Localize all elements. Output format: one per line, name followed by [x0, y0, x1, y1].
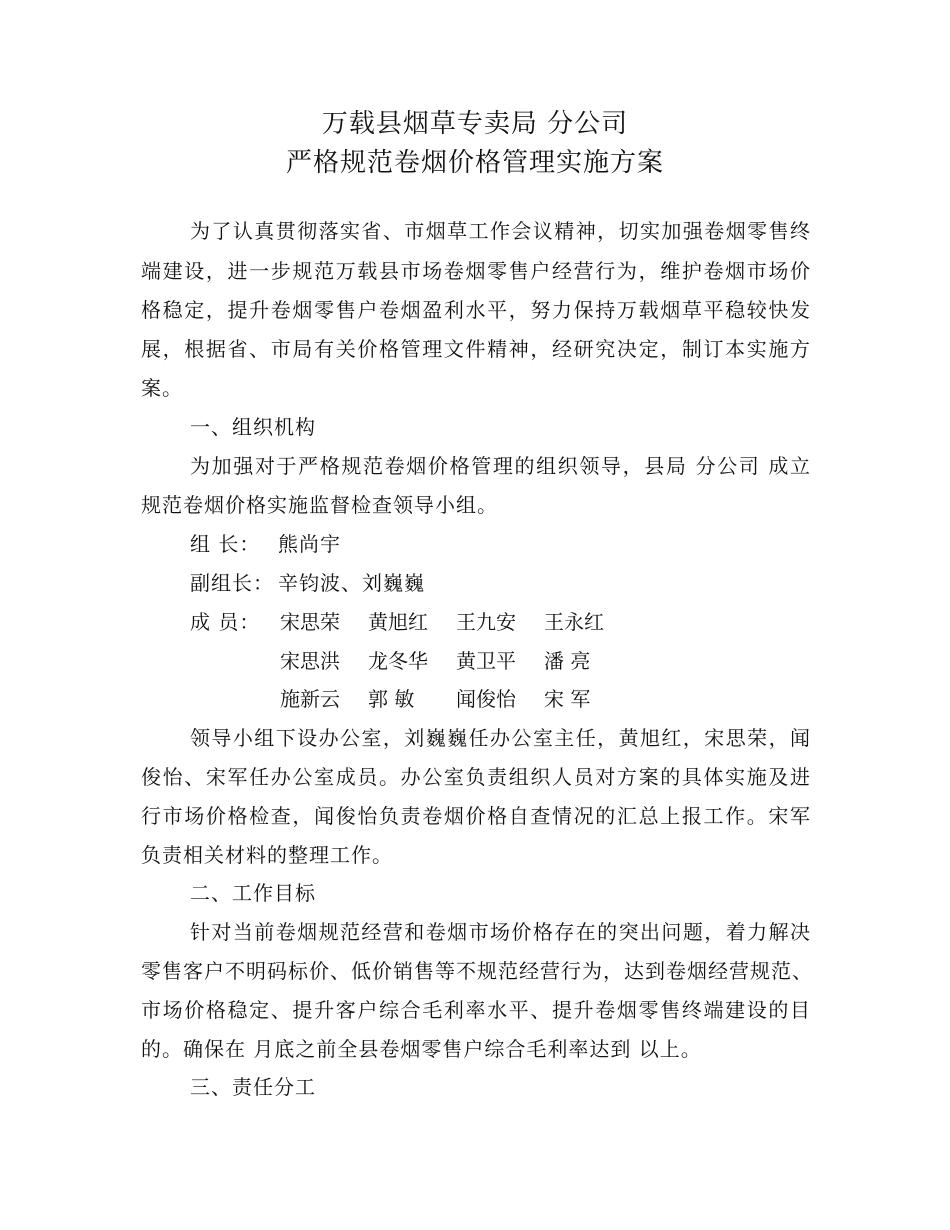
- leader-name: 熊尚宇: [278, 532, 341, 556]
- members-label: 成 员：: [190, 610, 261, 634]
- member-name: 郭 敏: [368, 687, 415, 711]
- office-line-1: 领导小组下设办公室，刘巍巍任办公室主任，黄旭红，宋思荣，闻: [190, 726, 811, 750]
- section2-para-line-2: 零售客户不明码标价、低价销售等不规范经营行为，达到卷烟经营规范、: [141, 959, 813, 983]
- section2-para-line-1: 针对当前卷烟规范经营和卷烟市场价格存在的突出问题，着力解决: [190, 920, 811, 944]
- intro-line-5: 案。: [141, 376, 183, 400]
- member-name: 黄卫平: [456, 649, 516, 673]
- document-title-line2: 严格规范卷烟价格管理实施方案: [285, 148, 664, 178]
- section2-para-line-3: 市场价格稳定、提升客户综合毛利率水平、提升卷烟零售终端建设的目: [141, 998, 811, 1022]
- intro-line-1: 为了认真贯彻落实省、市烟草工作会议精神，切实加强卷烟零售终: [190, 219, 811, 243]
- deputy-label: 副组长：: [190, 571, 274, 595]
- member-name: 施新云: [280, 687, 340, 711]
- section2-para-line-4: 的。确保在 月底之前全县卷烟零售户综合毛利率达到 以上。: [141, 1037, 702, 1061]
- member-name: 黄旭红: [368, 610, 428, 634]
- section1-heading: 一、组织机构: [190, 415, 316, 439]
- leader-label: 组 长：: [190, 532, 261, 556]
- member-name: 宋 军: [544, 687, 591, 711]
- office-line-2: 俊怡、宋军任办公室成员。办公室负责组织人员对方案的具体实施及进: [141, 765, 811, 789]
- member-name: 宋思洪: [280, 649, 340, 673]
- member-name: 潘 亮: [544, 649, 591, 673]
- member-name: 王永红: [544, 610, 604, 634]
- members-row-2: [280, 648, 632, 674]
- document-title-line1: 万载县烟草专卖局 分公司: [321, 109, 629, 139]
- members-row-1: [280, 609, 632, 635]
- section3-heading: 三、责任分工: [190, 1075, 316, 1099]
- intro-line-3: 格稳定，提升卷烟零售户卷烟盈利水平，努力保持万载烟草平稳较快发: [141, 298, 811, 322]
- section1-para-line-2: 规范卷烟价格实施监督检查领导小组。: [141, 493, 498, 517]
- deputy-names: 辛钧波、刘巍巍: [278, 571, 425, 595]
- member-name: 闻俊怡: [456, 687, 516, 711]
- member-name: 王九安: [456, 610, 516, 634]
- member-name: 龙冬华: [368, 649, 428, 673]
- office-line-4: 负责相关材料的整理工作。: [141, 843, 393, 867]
- deputy-row: [190, 570, 425, 596]
- member-name: 宋思荣: [280, 610, 340, 634]
- section1-para-line-1: 为加强对于严格规范卷烟价格管理的组织领导，县局 分公司 成立: [190, 454, 811, 478]
- leader-row: [190, 531, 341, 557]
- office-line-3: 行市场价格检查，闻俊怡负责卷烟价格自查情况的汇总上报工作。宋军: [141, 804, 811, 828]
- intro-line-2: 端建设，进一步规范万载县市场卷烟零售户经营行为，维护卷烟市场价: [141, 259, 811, 283]
- members-row-3: [280, 686, 632, 712]
- intro-line-4: 展，根据省、市局有关价格管理文件精神，经研究决定，制订本实施方: [141, 337, 811, 361]
- section2-heading: 二、工作目标: [190, 881, 316, 905]
